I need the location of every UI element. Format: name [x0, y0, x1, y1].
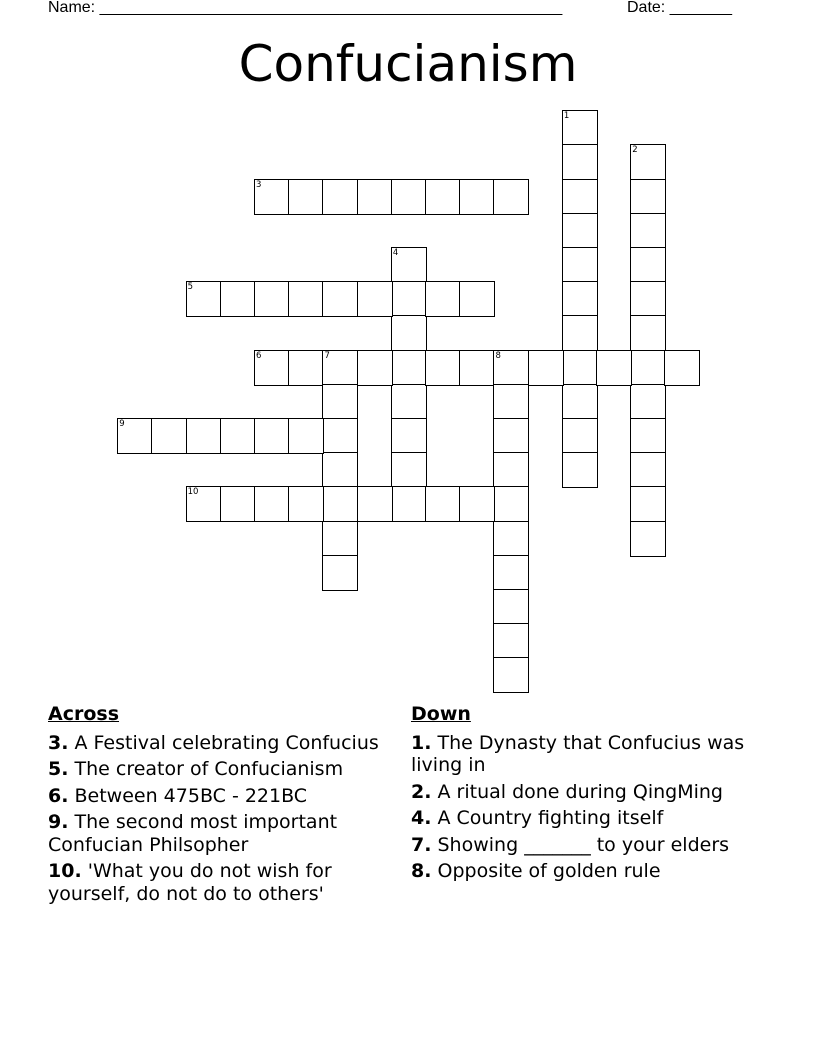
grid-cell[interactable] — [186, 418, 222, 454]
grid-cell[interactable] — [630, 281, 666, 317]
clue-number: 6. — [48, 784, 69, 807]
grid-cell[interactable] — [630, 179, 666, 215]
cell-number: 4 — [392, 248, 399, 259]
down-clue — [411, 781, 761, 804]
grid-cell[interactable] — [186, 281, 222, 317]
grid-cell[interactable] — [562, 315, 598, 351]
clue-number: 7. — [411, 833, 432, 856]
grid-cell[interactable] — [459, 350, 495, 386]
grid-cell[interactable] — [493, 384, 529, 420]
down-clue — [411, 732, 761, 777]
grid-cell[interactable] — [493, 452, 529, 488]
grid-cell[interactable] — [322, 350, 358, 386]
grid-cell[interactable] — [391, 384, 427, 420]
clue-number: 9. — [48, 811, 69, 833]
grid-cell[interactable] — [322, 281, 358, 317]
grid-cell[interactable] — [425, 281, 461, 317]
across-clue — [48, 811, 398, 856]
grid-cell[interactable] — [630, 213, 666, 249]
grid-cell[interactable] — [493, 589, 529, 625]
grid-cell[interactable] — [562, 350, 598, 386]
cell-number: 5 — [187, 282, 194, 293]
across-clue — [48, 732, 398, 755]
grid-cell[interactable] — [630, 315, 666, 351]
page-title: Confucianism — [238, 35, 578, 93]
across-clue — [48, 785, 398, 808]
clue-number: 10. — [48, 860, 82, 882]
grid-cell[interactable] — [493, 418, 529, 454]
grid-cell[interactable] — [288, 281, 324, 317]
clue-number: 4. — [411, 807, 432, 829]
grid-cell[interactable] — [391, 179, 427, 215]
grid-cell[interactable] — [630, 486, 666, 522]
grid-cell[interactable] — [391, 350, 427, 386]
grid-cell[interactable] — [664, 350, 700, 386]
clue-number: 1. — [411, 731, 432, 754]
down-clue — [411, 834, 761, 857]
grid-cell[interactable] — [357, 350, 393, 386]
grid-cell[interactable] — [493, 555, 529, 591]
grid-cell[interactable] — [322, 555, 358, 591]
clue-text: A ritual done during QingMing — [437, 780, 723, 803]
clue-text: The creator of Confucianism — [74, 758, 344, 780]
clue-number: 8. — [411, 860, 432, 882]
grid-cell[interactable] — [630, 350, 666, 386]
across-heading: Across — [48, 703, 120, 725]
grid-cell[interactable] — [425, 179, 461, 215]
grid-cell[interactable] — [562, 179, 598, 215]
grid-cell[interactable] — [288, 418, 324, 454]
grid-cell[interactable] — [288, 179, 324, 215]
grid-cell[interactable] — [630, 452, 666, 488]
down-clue — [411, 860, 761, 883]
cell-number: 3 — [256, 179, 262, 190]
grid-cell[interactable] — [630, 247, 666, 283]
clue-text: Between 475BC - 221BC — [74, 784, 308, 807]
across-clue — [48, 860, 398, 905]
grid-cell[interactable] — [117, 418, 153, 454]
grid-cell[interactable] — [562, 418, 598, 454]
clue-text: Opposite of golden rule — [437, 860, 661, 882]
down-clue — [411, 807, 761, 830]
across-clues — [48, 703, 398, 909]
grid-cell[interactable] — [254, 179, 290, 215]
grid-cell[interactable] — [493, 350, 529, 386]
clue-text: 'What you do not wish for yourself, do not do to others' — [48, 860, 332, 905]
grid-cell[interactable] — [220, 486, 256, 522]
grid-cell[interactable] — [391, 418, 427, 454]
grid-cell[interactable] — [288, 486, 324, 522]
grid-cell[interactable] — [357, 281, 393, 317]
grid-cell[interactable] — [391, 315, 427, 351]
grid-cell[interactable] — [391, 486, 427, 522]
grid-cell[interactable] — [630, 384, 666, 420]
grid-cell[interactable] — [357, 486, 393, 522]
grid-cell[interactable] — [459, 179, 495, 215]
across-clue — [48, 758, 398, 781]
cell-number: 9 — [119, 419, 125, 430]
cell-number: 6 — [256, 350, 262, 361]
grid-cell[interactable] — [630, 418, 666, 454]
grid-cell[interactable] — [391, 452, 427, 488]
grid-cell[interactable] — [357, 179, 393, 215]
grid-cell[interactable] — [493, 486, 529, 522]
grid-cell[interactable] — [322, 418, 358, 454]
grid-cell[interactable] — [459, 281, 495, 317]
grid-cell[interactable] — [562, 110, 598, 146]
cell-number: 2 — [632, 145, 638, 156]
grid-cell[interactable] — [322, 521, 358, 557]
grid-cell[interactable] — [322, 179, 358, 215]
down-clues — [411, 703, 761, 887]
grid-cell[interactable] — [425, 486, 461, 522]
clue-number: 2. — [411, 780, 432, 803]
grid-cell[interactable] — [391, 281, 427, 317]
grid-cell[interactable] — [322, 452, 358, 488]
grid-cell[interactable] — [562, 213, 598, 249]
grid-cell[interactable] — [425, 350, 461, 386]
grid-cell[interactable] — [254, 486, 290, 522]
grid-cell[interactable] — [562, 281, 598, 317]
grid-cell[interactable] — [391, 247, 427, 283]
grid-cell[interactable] — [596, 350, 632, 386]
clue-text: A Country fighting itself — [437, 807, 664, 829]
date-field: Date: _______ — [627, 0, 732, 16]
grid-cell[interactable] — [254, 418, 290, 454]
grid-cell[interactable] — [322, 486, 358, 522]
clue-text: A Festival celebrating Confucius — [74, 731, 379, 754]
grid-cell[interactable] — [254, 350, 290, 386]
grid-cell[interactable] — [459, 486, 495, 522]
grid-cell[interactable] — [630, 521, 666, 557]
down-heading: Down — [411, 703, 471, 725]
grid-cell[interactable] — [186, 486, 222, 522]
grid-cell[interactable] — [322, 384, 358, 420]
grid-cell[interactable] — [562, 247, 598, 283]
grid-cell[interactable] — [151, 418, 187, 454]
cell-number: 1 — [563, 111, 570, 122]
grid-cell[interactable] — [562, 384, 598, 420]
grid-cell[interactable] — [493, 657, 529, 693]
clue-number: 5. — [48, 758, 69, 780]
cell-number: 10 — [187, 487, 199, 498]
clue-number: 3. — [48, 731, 69, 754]
grid-cell[interactable] — [493, 179, 529, 215]
grid-cell[interactable] — [220, 418, 256, 454]
clue-text: The Dynasty that Confucius was living in — [411, 731, 745, 776]
cell-number: 8 — [495, 350, 501, 361]
name-field: Name: ____________________________________________________ — [48, 0, 563, 16]
grid-cell[interactable] — [493, 623, 529, 659]
grid-cell[interactable] — [528, 350, 564, 386]
grid-cell[interactable] — [562, 452, 598, 488]
clue-text: Showing _______ to your elders — [437, 833, 730, 856]
grid-cell[interactable] — [493, 521, 529, 557]
grid-cell[interactable] — [254, 281, 290, 317]
grid-cell[interactable] — [562, 144, 598, 180]
cell-number: 7 — [324, 350, 330, 361]
grid-cell[interactable] — [288, 350, 324, 386]
clue-text: The second most important Confucian Philsopher — [48, 811, 338, 856]
grid-cell[interactable] — [220, 281, 256, 317]
grid-cell[interactable] — [630, 144, 666, 180]
